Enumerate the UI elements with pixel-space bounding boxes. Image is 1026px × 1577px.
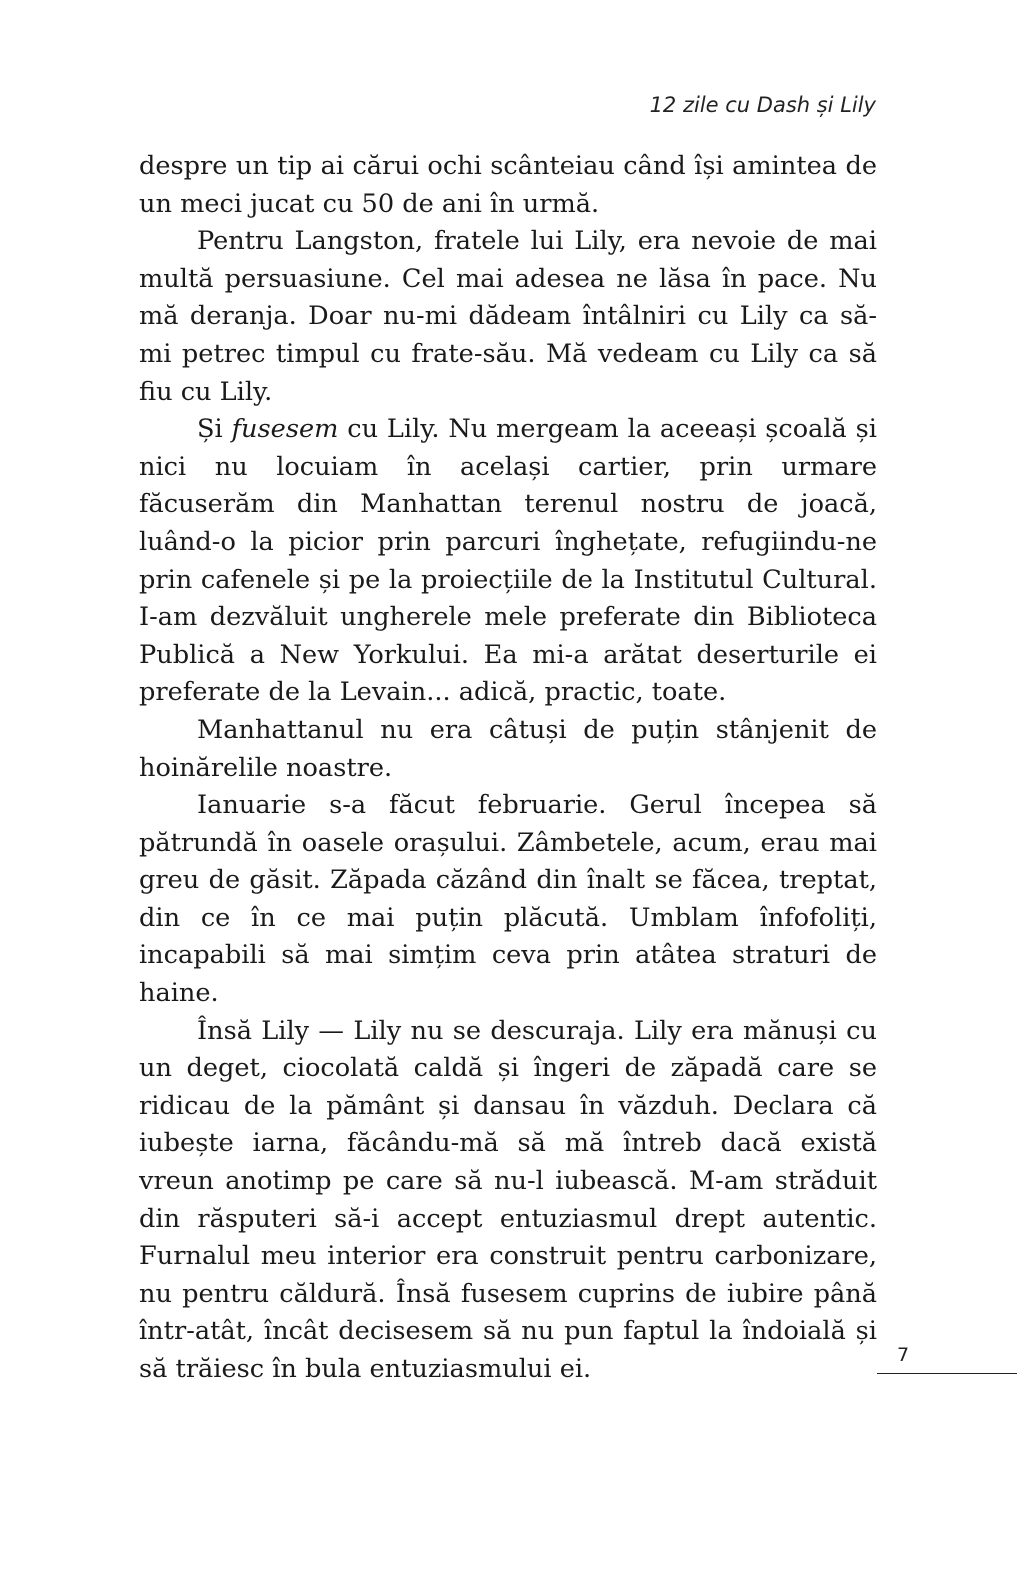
body-text xyxy=(139,148,877,1389)
paragraph-3-start: Și xyxy=(197,414,232,445)
page-number: 7 xyxy=(897,1344,910,1366)
paragraph-3-italic: fusesem xyxy=(231,414,339,445)
paragraph-5: Ianuarie s-a făcut februarie. Gerul începea să pătrundă în oasele orașului. Zâmbetele, acum, erau mai greu de găsit. Zăpada căzând din înalt se făcea, treptat, din ce în ce mai puțin plăcută. Umblam înfofoliți, incapabili să mai simțim ceva prin atâtea straturi de haine. xyxy=(139,790,877,1009)
paragraph-3-rest: cu Lily. Nu mergeam la aceeași școală și nici nu locuiam în același cartier, prin urmare făcuserăm din Manhattan terenul nostru de joacă, luând-o la picior prin parcuri înghețate, refugiindu-ne prin cafenele și pe la proiecțiile de la Institutul Cultural. I-am dezvăluit ungherele mele preferate din Biblioteca Publică a New Yorkului. Ea mi-a arătat deserturile ei preferate de la Levain... adică, practic, toate. xyxy=(139,414,877,708)
paragraph-1: despre un tip ai cărui ochi scânteiau când își amintea de un meci jucat cu 50 de ani în urmă. xyxy=(139,151,877,219)
paragraph-2: Pentru Langston, fratele lui Lily, era nevoie de mai multă persuasiune. Cel mai adesea ne lăsa în pace. Nu mă deranja. Doar nu-mi dădeam întâlniri cu Lily ca să-mi petrec timpul cu frate-său. Mă vedeam cu Lily ca să fiu cu Lily. xyxy=(139,226,877,407)
paragraph-4: Manhattanul nu era câtuși de puțin stânjenit de hoinărelile noastre. xyxy=(139,714,877,783)
page-number-rule xyxy=(877,1373,1017,1374)
paragraph-6: Însă Lily — Lily nu se descuraja. Lily era mănuși cu un deget, ciocolată caldă și îngeri de zăpadă care se ridicau de la pământ și dansau în văzduh. Declara că iubește iarna, făcându-mă să mă întreb dacă există vreun anotimp pe care să nu-l iubească. M-am străduit din răsputeri să-i accept entuziasmul drept autentic. Furnalul meu interior era construit pentru carbonizare, nu pentru căldură. Însă fusesem cuprins de iubire până într-atât, încât decisesem să nu pun faptul la îndoială și să trăiesc în bula entuziasmului ei. xyxy=(139,1015,877,1384)
running-header: 12 zile cu Dash și Lily xyxy=(649,93,876,117)
paragraph-3 xyxy=(139,411,877,712)
